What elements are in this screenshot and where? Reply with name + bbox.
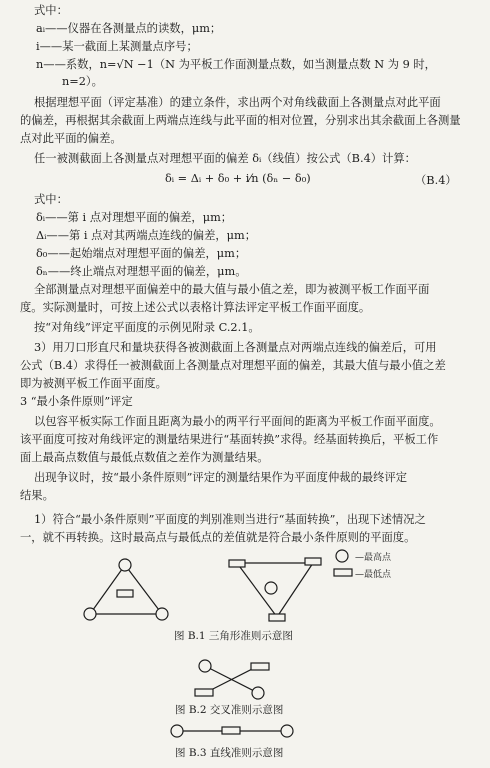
lowest-point-rect <box>117 590 133 597</box>
lowest-point-rect <box>251 663 269 670</box>
highest-point-circle <box>156 608 168 620</box>
text-line: n——系数，n=√N −1（N 为平板工作面测量点数，如当测量点数 N 为 9 时， <box>36 58 436 71</box>
equation-b4: δᵢ = Δᵢ + δ₀ + i⁄n (δₙ − δ₀) <box>165 172 311 185</box>
figure-caption-b1: 图 B.1 三角形准则示意图 <box>174 630 293 642</box>
highest-point-circle <box>199 660 211 672</box>
text-line: 即为被测平板工作面平面度。 <box>20 377 167 390</box>
text-line: 以包容平板实际工作面且距离为最小的两平行平面间的距离为平板工作面平面度。 <box>34 415 441 428</box>
text-line: δₙ——终止端点对理想平面的偏差，μm。 <box>36 265 247 278</box>
text-line: 公式（B.4）求得任一被测截面上各测量点对理想平面的偏差，其最大值与最小值之差 <box>20 359 446 372</box>
text-line: 按“对角线”评定平面度的示例见附录 C.2.1。 <box>34 321 260 334</box>
text-line: δᵢ——第 i 点对理想平面的偏差，μm； <box>36 211 233 224</box>
text-line: 面上最高点数值与最低点数值之差作为测量结果。 <box>20 451 269 464</box>
legend-lowest-rect <box>334 569 352 576</box>
figure-caption-b2: 图 B.2 交叉准则示意图 <box>175 704 284 716</box>
triangle-edge <box>277 563 313 617</box>
text-line: aᵢ——仪器在各测量点的读数，μm； <box>36 22 222 35</box>
figure-caption-b3: 图 B.3 直线准则示意图 <box>175 747 284 759</box>
section-heading: 3 “最小条件原则”评定 <box>20 395 133 408</box>
text-line: 任一被测截面上各测量点对理想平面的偏差 δᵢ（线值）按公式（B.4）计算： <box>34 152 416 165</box>
legend-highest-circle <box>336 550 348 562</box>
equation-number: （B.4） <box>415 174 457 187</box>
text-line: n=2）。 <box>62 75 103 88</box>
text-line: 出现争议时，按“最小条件原则”评定的测量结果作为平面度仲裁的最终评定 <box>34 471 408 484</box>
legend-highest-label: —最高点 <box>355 553 392 563</box>
text-line: 1）符合“最小条件原则”平面度的判别准则当进行“基面转换”，出现下述情况之 <box>34 513 426 526</box>
text-line: 式中： <box>34 4 68 17</box>
highest-point-circle <box>281 725 293 737</box>
highest-point-circle <box>265 582 277 594</box>
lowest-point-rect <box>222 727 240 734</box>
lowest-point-rect <box>195 689 213 696</box>
lowest-point-rect <box>229 560 245 567</box>
highest-point-circle <box>84 608 96 620</box>
text-line: i——某一截面上某测量点序号； <box>36 40 198 53</box>
highest-point-circle <box>171 725 183 737</box>
legend-lowest-label: —最低点 <box>355 570 392 580</box>
highest-point-circle <box>252 687 264 699</box>
triangle-diagram-right <box>229 558 321 621</box>
line-diagram <box>171 725 293 737</box>
text-line: 度。实际测量时，可按上述公式以表格计算法评定平板工作面平面度。 <box>20 301 371 314</box>
text-line: 点对此平面的偏差。 <box>20 132 122 145</box>
text-line: 的偏差，再根据其余截面上两端点连线与此平面的相对位置，分别求出其余截面上各测量 <box>20 114 461 127</box>
cross-diagram <box>195 660 269 699</box>
text-line: 一，就不再转换。这时最高点与最低点的差值就是符合最小条件原则的平面度。 <box>20 531 416 544</box>
text-line: 结果。 <box>20 489 54 502</box>
text-line: 全部测量点对理想平面偏差中的最大值与最小值之差，即为被测平板工作面平面 <box>34 283 430 296</box>
text-line: 根据理想平面（评定基准）的建立条件，求出两个对角线截面上各测量点对此平面 <box>34 96 441 109</box>
text-line: 3）用刀口形直尺和量块获得各被测截面上各测量点对两端点连线的偏差后，可用 <box>34 341 437 354</box>
lowest-point-rect <box>305 558 321 565</box>
text-line: 该平面度可按对角线评定的测量结果进行“基面转换”求得。经基面转换后，平板工作 <box>20 433 439 446</box>
triangle-diagram-left <box>84 559 168 620</box>
lowest-point-rect <box>269 614 285 621</box>
text-line: 式中： <box>34 193 68 206</box>
text-line: Δᵢ——第 i 点对其两端点连线的偏差，μm； <box>36 229 257 242</box>
text-line: δ₀——起始端点对理想平面的偏差，μm； <box>36 247 247 260</box>
highest-point-circle <box>119 559 131 571</box>
